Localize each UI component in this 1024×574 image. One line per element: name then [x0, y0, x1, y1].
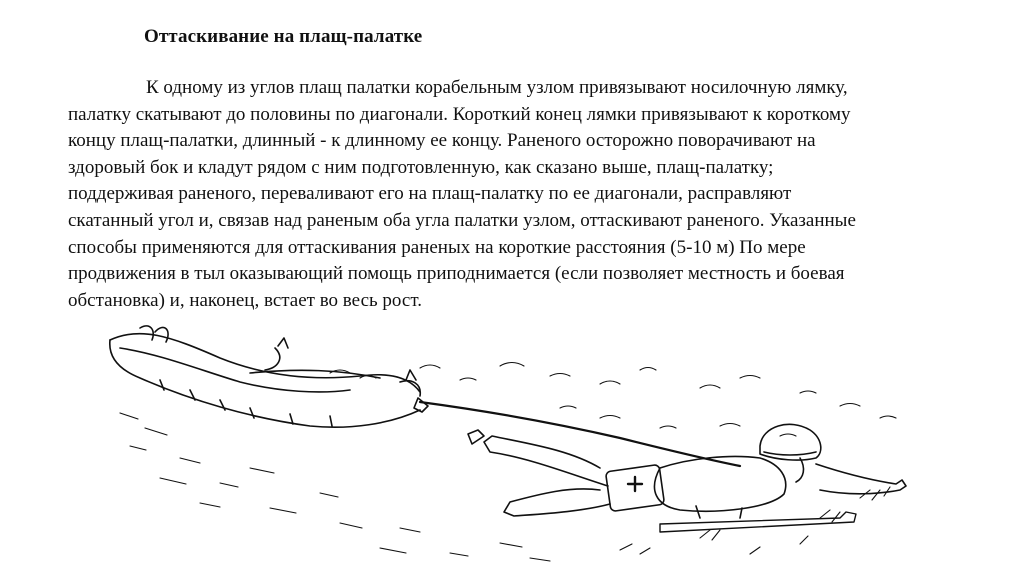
paragraph-line: продвижения в тыл оказывающий помощь приподнимается (если позволяет местность и боевая	[68, 263, 845, 285]
document-title: Оттаскивание на плащ-палатке	[144, 26, 423, 47]
paragraph-line: палатку скатывают до половины по диагонали. Короткий конец лямки привязывают к короткому	[68, 103, 851, 125]
paragraph-line: поддерживая раненого, переваливают его на плащ-палатку по ее диагонали, расправляют	[68, 183, 792, 205]
drag-evacuation-illustration	[100, 318, 920, 568]
rain-cape-sled	[110, 326, 420, 427]
paragraph-line: обстановка) и, наконец, встает во весь рост.	[68, 289, 422, 311]
ground-hatching	[120, 363, 896, 562]
paragraph-line: К одному из углов плащ палатки корабельным узлом привязывают носилочную лямку,	[146, 77, 848, 98]
body-paragraph	[68, 75, 968, 314]
paragraph-line: способы применяются для оттаскивания раненых на короткие расстояния (5-10 м) По мере	[68, 236, 806, 258]
paragraph-line: здоровый бок и кладут рядом с ним подготовленную, как сказано выше, плащ-палатку;	[68, 156, 774, 178]
crawling-soldier	[468, 424, 906, 532]
paragraph-line: скатанный угол и, связав над раненым оба угла палатки узлом, оттаскивают раненого. Указанные	[68, 209, 856, 231]
paragraph-line: концу плащ-палатки, длинный - к длинному ее концу. Раненого осторожно поворачивают на	[68, 130, 816, 152]
